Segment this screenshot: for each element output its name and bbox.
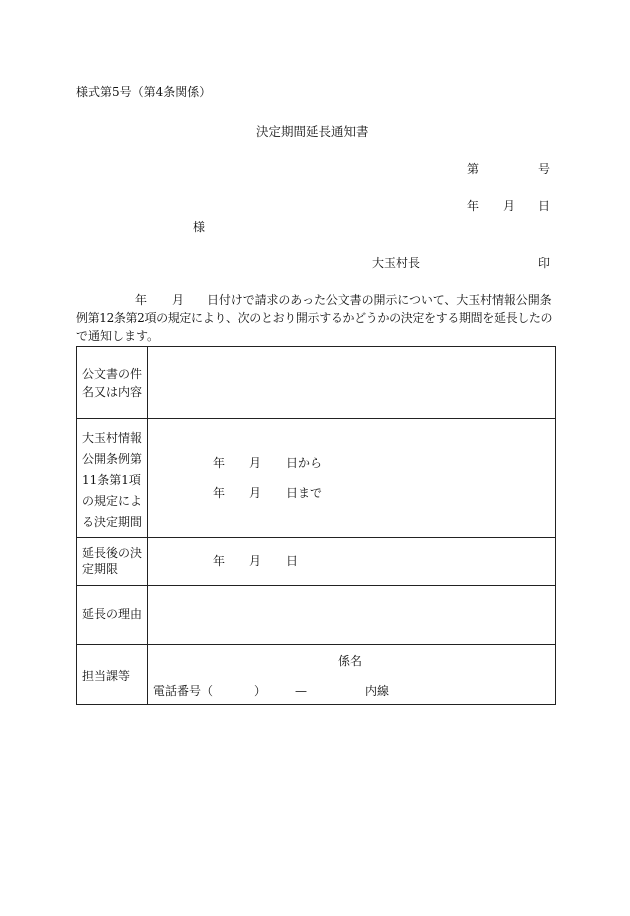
period-to-year: 年: [213, 486, 226, 500]
phone-dash: —: [295, 684, 307, 698]
body-year: 年: [135, 293, 148, 307]
seal-mark: 印: [538, 256, 551, 270]
table-divider: [76, 537, 556, 538]
period-from-month: 月: [249, 456, 262, 470]
period-from-year: 年: [213, 456, 226, 470]
table-divider: [76, 644, 556, 645]
row-label-extended-deadline: 延長後の決 定期限: [82, 546, 143, 576]
row-label-document-name: 公文書の件 名又は内容: [82, 367, 143, 399]
period-from-day: 日から: [286, 456, 323, 470]
form-number: 様式第5号（第4条関係）: [76, 85, 212, 99]
table-border-left: [76, 346, 77, 705]
period-to-month: 月: [249, 486, 262, 500]
body-line2: 例第12条第2項の規定により、次のとおり開示するかどうかの決定をする期間を延長したの: [76, 311, 553, 325]
row-label-decision-period: 大玉村情報 公開条例第 11条第1項 の規定によ る決定期間: [82, 431, 143, 529]
date-day: 日: [538, 199, 551, 213]
number-go: 号: [538, 162, 551, 176]
deadline-month: 月: [249, 554, 262, 568]
table-border-right: [555, 346, 556, 705]
table-divider: [76, 585, 556, 586]
body-line3: で通知します。: [76, 329, 160, 343]
body-month: 月: [172, 293, 185, 307]
row-label-reason: 延長の理由: [82, 607, 143, 621]
table-border-bottom: [76, 704, 556, 705]
table-column-divider: [147, 346, 148, 705]
document-title: 決定期間延長通知書: [256, 124, 369, 139]
number-dai: 第: [467, 162, 480, 176]
body-line1: 日付けで請求のあった公文書の開示について、大玉村情報公開条: [207, 293, 552, 307]
table-border-top: [76, 346, 556, 347]
date-year: 年: [467, 199, 480, 213]
date-month: 月: [503, 199, 516, 213]
phone-label: 電話番号（: [153, 684, 214, 698]
deadline-day: 日: [286, 554, 299, 568]
row-label-department: 担当課等: [82, 669, 131, 683]
sender-name: 大玉村長: [372, 256, 421, 270]
phone-close-paren: ）: [254, 684, 267, 698]
extension-label: 内線: [365, 684, 390, 698]
deadline-year: 年: [213, 554, 226, 568]
addressee-suffix: 様: [193, 220, 206, 234]
table-divider: [76, 418, 556, 419]
period-to-day: 日まで: [286, 486, 323, 500]
section-name-label: 係名: [338, 654, 363, 668]
